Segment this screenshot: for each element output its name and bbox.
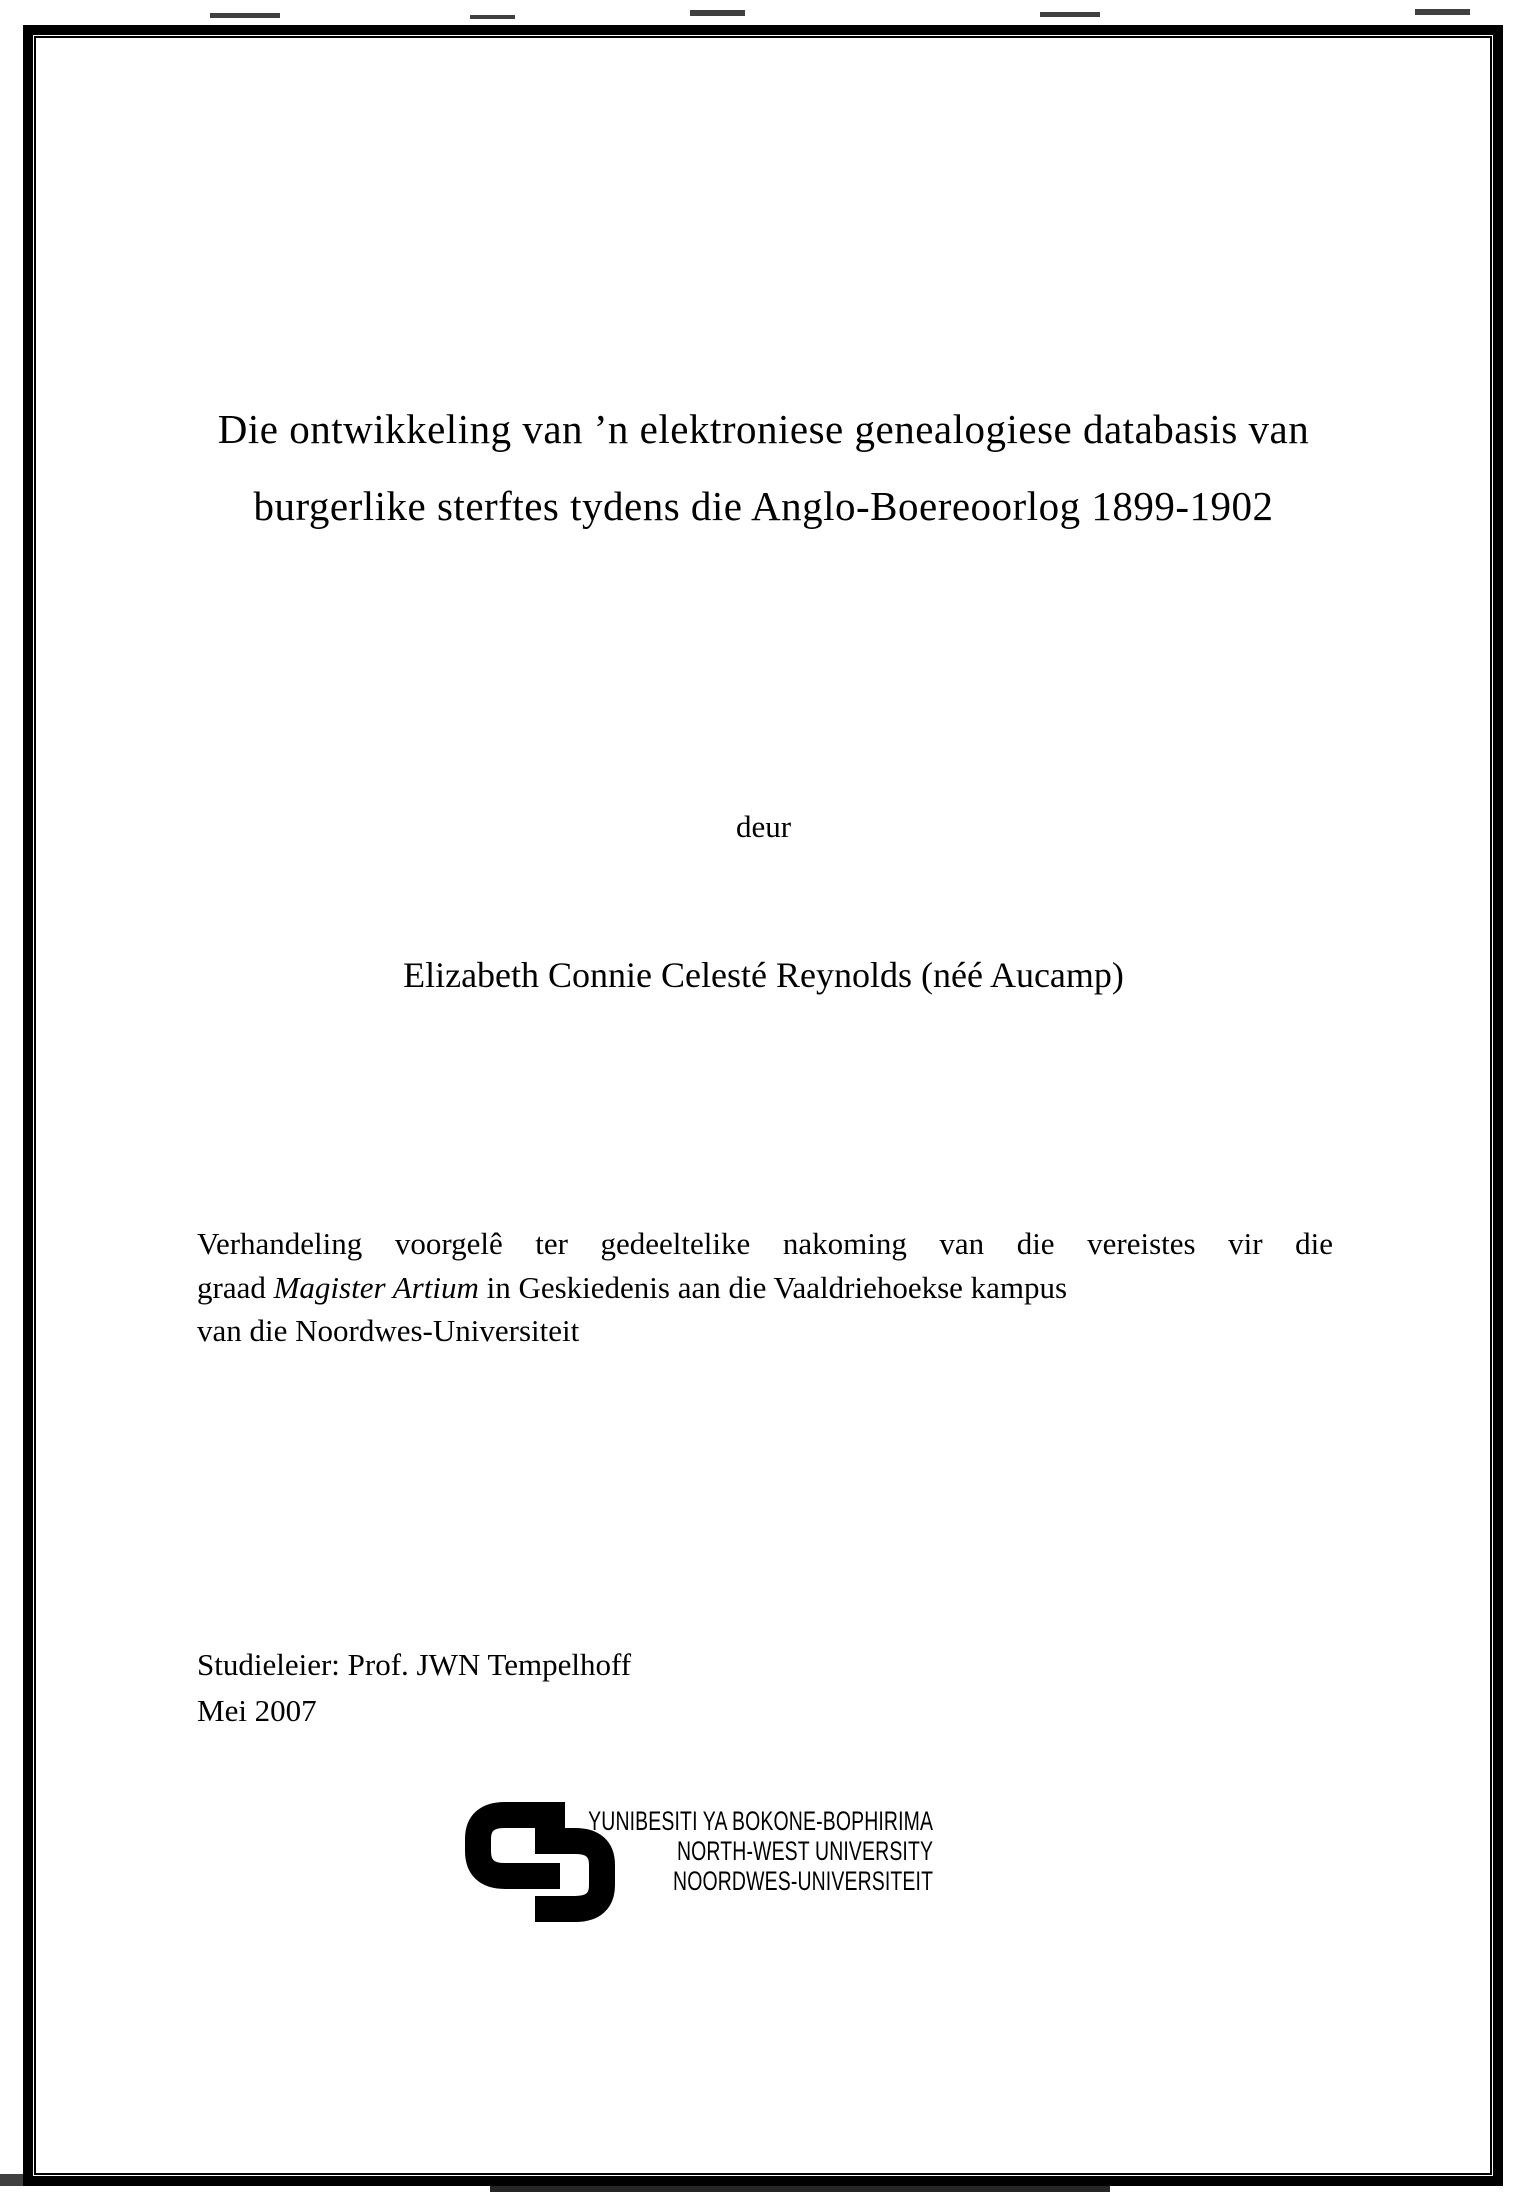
wordmark-afrikaans: NOORDWES-UNIVERSITEIT [672,1866,933,1896]
wordmark-english: NORTH-WEST UNIVERSITY [676,1836,933,1866]
thesis-title [0,391,1527,545]
degree-name-italic: Magister Artium [273,1269,479,1305]
thesis-title-line1: Die ontwikkeling van ’n elektroniese genealogiese databasis van [217,406,1310,452]
scan-artifact [210,13,280,18]
declaration-line1: Verhandeling voorgelê ter gedeeltelike nakoming van die vereistes vir die [197,1226,1333,1261]
scan-artifact [490,2186,1110,2192]
thesis-title-line2: burgerlike sterftes tydens die Anglo-Boereoorlog 1899-1902 [253,483,1274,529]
date-line: Mei 2007 [197,1693,317,1728]
declaration-line3: van die Noordwes-Universiteit [197,1313,580,1348]
supervisor-line: Studieleier: Prof. JWN Tempelhoff [197,1647,632,1682]
scan-artifact [1040,12,1100,17]
scan-artifact [1415,9,1470,15]
declaration-line2 [197,1266,1333,1310]
declaration [197,1222,1333,1353]
declaration-line2-prefix: graad [197,1269,274,1305]
university-logo [465,1801,933,1933]
byline: deur [735,809,792,844]
scan-artifact [470,15,515,19]
declaration-line2-suffix: in Geskiedenis aan die Vaaldriehoekse kampus [478,1269,1068,1305]
author-name: Elizabeth Connie Celesté Reynolds (néé Aucamp) [403,955,1124,995]
supervisor-block [197,1642,631,1734]
wordmark-setswana: YUNIBESITI YA BOKONE-BOPHIRIMA [588,1806,933,1836]
university-wordmark [588,1806,933,1896]
scan-artifact [690,10,745,16]
